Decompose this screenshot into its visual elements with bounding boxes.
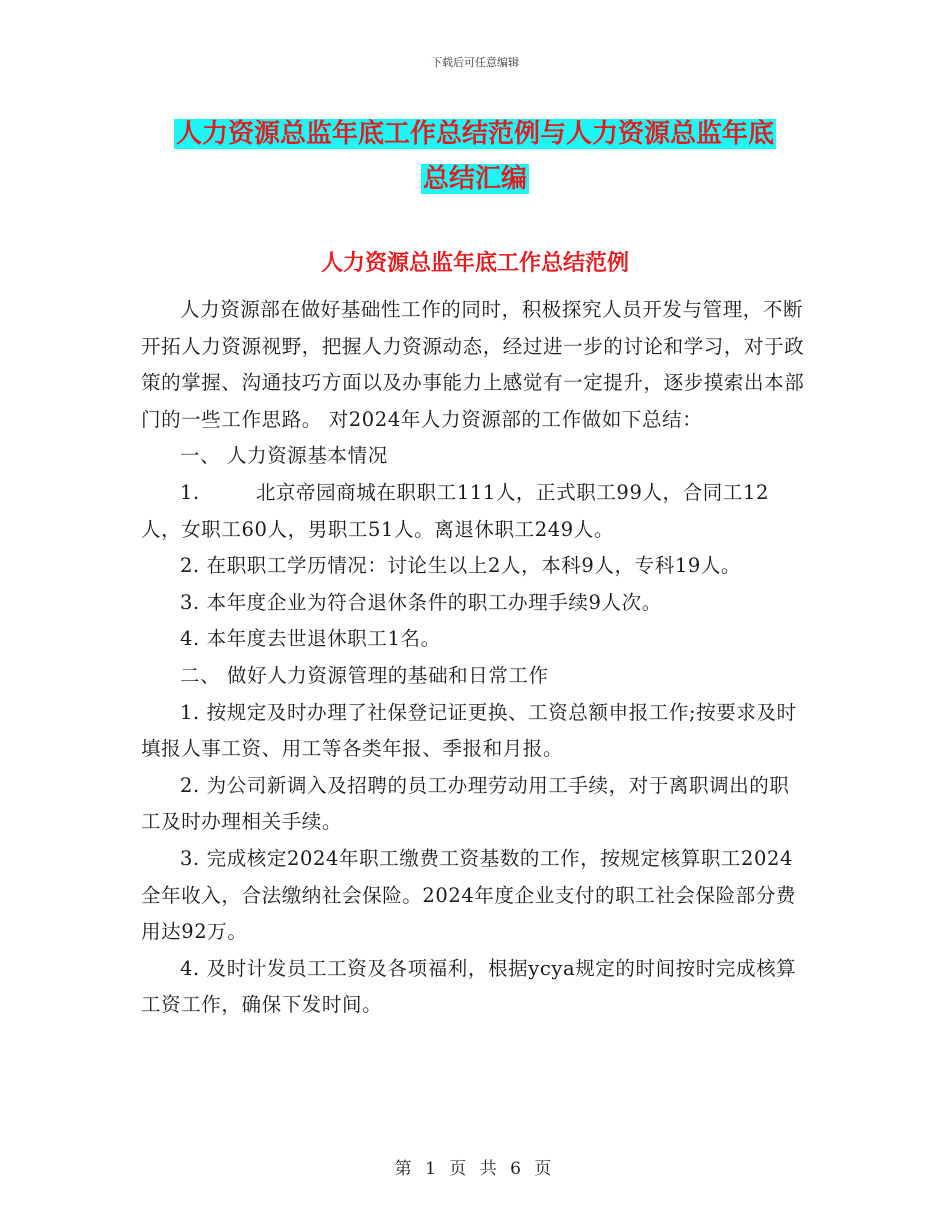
page-number-footer: 第 1 页 共 6 页 — [394, 1159, 556, 1179]
document-title-line1: 人力资源总监年底工作总结范例与人力资源总监年底 — [175, 119, 774, 149]
list-item — [141, 475, 809, 548]
list-item: 4. 本年度去世退休职工1名。 — [180, 627, 441, 651]
list-item: 4. 及时计发员工工资及各项福利，根据ycya规定的时间按时完成核算工资工作，确保下发时间。 — [141, 956, 797, 1017]
list-item-number: 1. — [180, 480, 200, 504]
intro-paragraph: 人力资源部在做好基础性工作的同时，积极探究人员开发与管理，不断开拓人力资源视野，把握人力资源动态，经过进一步的讨论和学习，对于政策的掌握、沟通技巧方面以及办事能力上感觉有一定提升，逐步摸索出本部门的一些工作思路。 对2024年人力资源部的工作做如下总结： — [141, 298, 805, 431]
section-title: 人力资源总监年底工作总结范例 — [320, 251, 629, 276]
list-item: 3. 本年度企业为符合退休条件的职工办理手续9人次。 — [180, 590, 662, 614]
document-body — [141, 292, 809, 1024]
header-note: 下载后可任意编辑 — [431, 56, 519, 69]
section-heading-2: 二、 做好人力资源管理的基础和日常工作 — [180, 663, 549, 687]
list-item: 2. 在职职工学历情况：讨论生以上2人，本科9人，专科19人。 — [180, 554, 742, 578]
list-item: 3. 完成核定2024年职工缴费工资基数的工作，按规定核算职工2024全年收入，合法缴纳社会保险。2024年度企业支付的职工社会保险部分费用达92万。 — [141, 846, 797, 944]
list-item-text: 北京帝园商城在职职工111人，正式职工99人，合同工12人，女职工60人，男职工51人。离退休职工249人。 — [141, 480, 769, 541]
document-title-line2: 总结汇编 — [422, 164, 527, 194]
list-item: 1. 按规定及时办理了社保登记证更换、工资总额申报工作;按要求及时填报人事工资、用工等各类年报、季报和月报。 — [141, 700, 797, 761]
document-title — [145, 112, 805, 202]
list-item: 2. 为公司新调入及招聘的员工办理劳动用工手续，对于离职调出的职工及时办理相关手续。 — [141, 773, 790, 834]
section-heading-1: 一、 人力资源基本情况 — [180, 444, 388, 468]
